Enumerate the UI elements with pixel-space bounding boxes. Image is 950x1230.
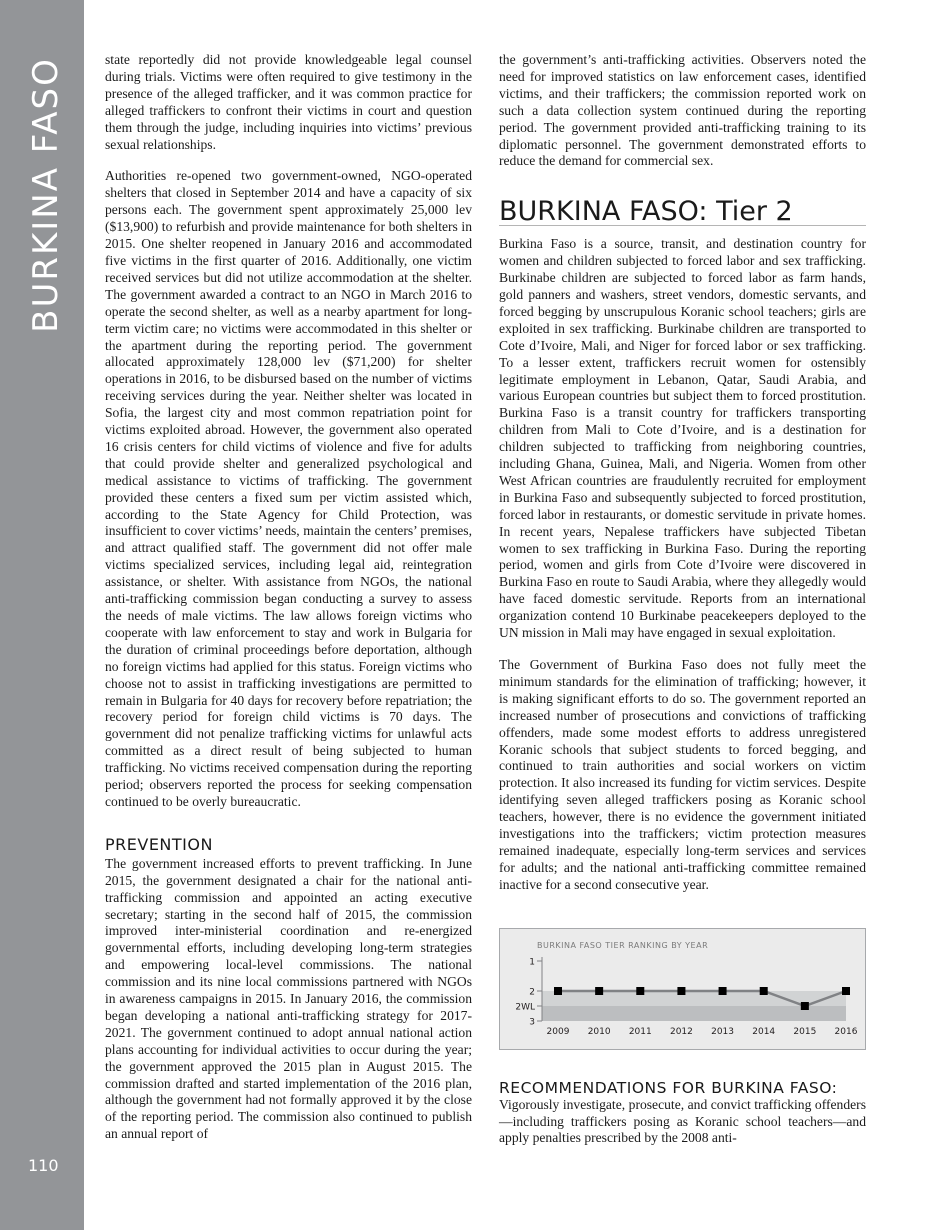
chart-x-tick-label: 2013: [711, 1026, 735, 1037]
chart-y-tick-label: 2: [529, 987, 535, 998]
country-heading: BURKINA FASO: Tier 2: [499, 204, 866, 226]
right-paragraph-2: Burkina Faso is a source, transit, and destination country for women and children subjected to forced labor and sex trafficking. Burkinabe children are subjected to forced labor as farm hands, gold panners and washers, street vendors, domestic servants, and forced begging by unscrupulous Koranic school teachers; girls are exploited in sex trafficking. Burkinabe children are transported to Cote d’Ivoire, Mali, and Niger for forced labor or sex trafficking. To a lesser extent, traffickers recruit women for ostensibly legitimate employment in Lebanon, Qatar, Saudi Arabia, and various European countries but subject them to forced prostitution. Burkina Faso is a transit country for traffickers transporting children from Mali to Cote d’Ivoire, and is a destination for children subjected to trafficking from neighboring countries, including Ghana, Guinea, Mali, and Nigeria. Women from other West African countries are fraudulently recruited for employment in Burkina Faso and subsequently subjected to forced prostitution, forced labor in restaurants, or domestic servitude in private homes. In recent years, Nepalese traffickers have subjected Tibetan women to sex trafficking in Burkina Faso. During the reporting period, women and girls from Cote d’Ivoire were discovered in Burkina Faso en route to Saudi Arabia, where they allegedly would have faced domestic servitude. Reports from an international organization contend 10 Burkinabe peacekeepers deployed to the UN mission in Mali may have engaged in sexual exploitation.: [499, 236, 866, 641]
chart-title: BURKINA FASO TIER RANKING BY YEAR: [537, 940, 709, 950]
right-paragraph-1: the government’s anti-trafficking activities. Observers noted the need for improved statistics on law enforcement cases, identified victims, and their traffickers; the commission reported work on such a data collection system continued during the reporting period. The government provided anti-trafficking training to its diplomatic personnel. The government demonstrated efforts to reduce the demand for commercial sex.: [499, 52, 866, 169]
left-paragraph-1: state reportedly did not provide knowledgeable legal counsel during trials. Victims were often required to give testimony in the presence of the alleged trafficker, and it was common practice for alleged traffickers to confront their victims in court and question them through the judge, including inquiries into victims’ previous sexual relationships.: [105, 52, 472, 152]
prevention-heading: PREVENTION: [105, 834, 213, 854]
chart-band-tier2wl: [542, 1006, 846, 1021]
right-paragraph-4: Vigorously investigate, prosecute, and convict trafficking offenders—including traffickers posing as Koranic school teachers—and apply penalties prescribed by the 2008 anti-: [499, 1096, 866, 1146]
chart-point-2016: [842, 987, 850, 995]
chart-x-tick-label: 2012: [669, 1026, 693, 1037]
chart-point-2014: [760, 987, 768, 995]
left-paragraph-3: The government increased efforts to prevent trafficking. In June 2015, the government designated a chair for the national anti-trafficking commission and appointed an acting executive secretary; starting in the second half of 2015, the commission improved inter-ministerial coordination and re-energized governmental efforts, including developing long-term strategies and empowering local-level commissions. The national commission and its nine local commissions partnered with NGOs in awareness campaigns in 2015. In January 2016, the commission began developing a national anti-trafficking strategy for 2017-2021. The government continued to adopt annual national action plans accounting for individual activities to occur during the year; the government approved the 2015 plan in August 2015. The commission drafted and started implementation of the 2016 plan, although the government had not formally approved it by the close of the reporting period. The commission also continued to publish an annual report of: [105, 855, 472, 1142]
chart-point-2013: [719, 987, 727, 995]
chart-x-tick-label: 2016: [834, 1026, 858, 1037]
sidebar-country-title: BURKINA FASO: [26, 57, 66, 333]
chart-y-tick-label: 2WL: [515, 1002, 535, 1013]
chart-x-tick-label: 2015: [793, 1026, 817, 1037]
chart-y-tick-label: 1: [529, 957, 535, 968]
chart-x-tick-label: 2009: [546, 1026, 570, 1037]
chart-x-tick-label: 2010: [587, 1026, 611, 1037]
left-column: [105, 52, 472, 1158]
chart-point-2009: [554, 987, 562, 995]
page-number: 110: [28, 1156, 59, 1175]
right-paragraph-3: The Government of Burkina Faso does not fully meet the minimum standards for the elimination of trafficking; however, it is making significant efforts to do so. The government reported an increased number of prosecutions and convictions of trafficking offenders, made some modest efforts to address unregistered Koranic schools that subject students to forced begging, and continued to train authorities and social workers on victim protection. It also increased its funding for victim services. Despite identifying seven alleged traffickers posing as Koranic school teachers, however, there is no evidence the government initiated investigations into the traffickers; victim protection measures remained inadequate, especially long-term services and services for adults; and the national anti-trafficking committee remained inactive for a second consecutive year.: [499, 657, 866, 892]
sidebar: [0, 0, 84, 1230]
left-paragraph-2: Authorities re-opened two government-owned, NGO-operated shelters that closed in September 2014 and have a capacity of six persons each. The government spent approximately 25,000 lev ($13,900) to refurbish and provide maintenance for both shelters in 2015. One shelter reopened in January 2016 and accommodated five victims in the first quarter of 2016. Additionally, one victim received services but did not utilize accommodation at the shelter. The government awarded a contract to an NGO in March 2016 to operate the second shelter, as well as a nearby apartment for long-term victim care; no victims were accommodated in this shelter or the apartment during the reporting period. The government allocated approximately 128,000 lev ($71,200) for shelter operations in 2016, to be disbursed based on the number of victims receiving services during the year. Neither shelter was located in Sofia, the largest city and most common repatriation point for victims exploited abroad. However, the government also operated 16 crisis centers for child victims of violence and five for adults that could provide shelter and generalized psychological and medical assistance to victims of trafficking. The government provided these centers a fixed sum per victim assisted which, according to the State Agency for Child Protection, was insufficient to cover victims’ needs, maintain the centers’ premises, and attract qualified staff. The government did not offer male victims specialized services, including legal aid, reintegration assistance, or shelter. With assistance from NGOs, the national anti-trafficking commission began conducting a survey to assess the needs of male victims. The law allows foreign victims who cooperate with law enforcement to stay and work in Bulgaria for the duration of criminal proceedings before deportation, although no foreign victims had applied for this status. Foreign victims who choose not to assist in trafficking investigations are permitted to remain in Bulgaria for 40 days for recovery before repatriation; the recovery period for foreign child victims is 70 days. The government did not penalize trafficking victims for unlawful acts committed as a direct result of being subjected to human trafficking. No victims received compensation during the reporting period; observers reported the process for seeking compensation continued to be overly bureaucratic.: [105, 168, 472, 809]
chart-point-2015: [801, 1002, 809, 1010]
chart-point-2012: [677, 987, 685, 995]
chart-band-tier1: [542, 961, 846, 991]
chart-y-tick-label: 3: [529, 1017, 535, 1028]
tier-ranking-chart: [499, 928, 866, 1050]
chart-x-tick-label: 2014: [752, 1026, 776, 1037]
recommendations-heading: RECOMMENDATIONS FOR BURKINA FASO:: [499, 1078, 838, 1097]
chart-point-2010: [595, 987, 603, 995]
tier-ranking-chart-svg: [500, 929, 865, 1049]
right-column: [499, 52, 866, 1162]
chart-x-tick-label: 2011: [628, 1026, 652, 1037]
chart-point-2011: [636, 987, 644, 995]
